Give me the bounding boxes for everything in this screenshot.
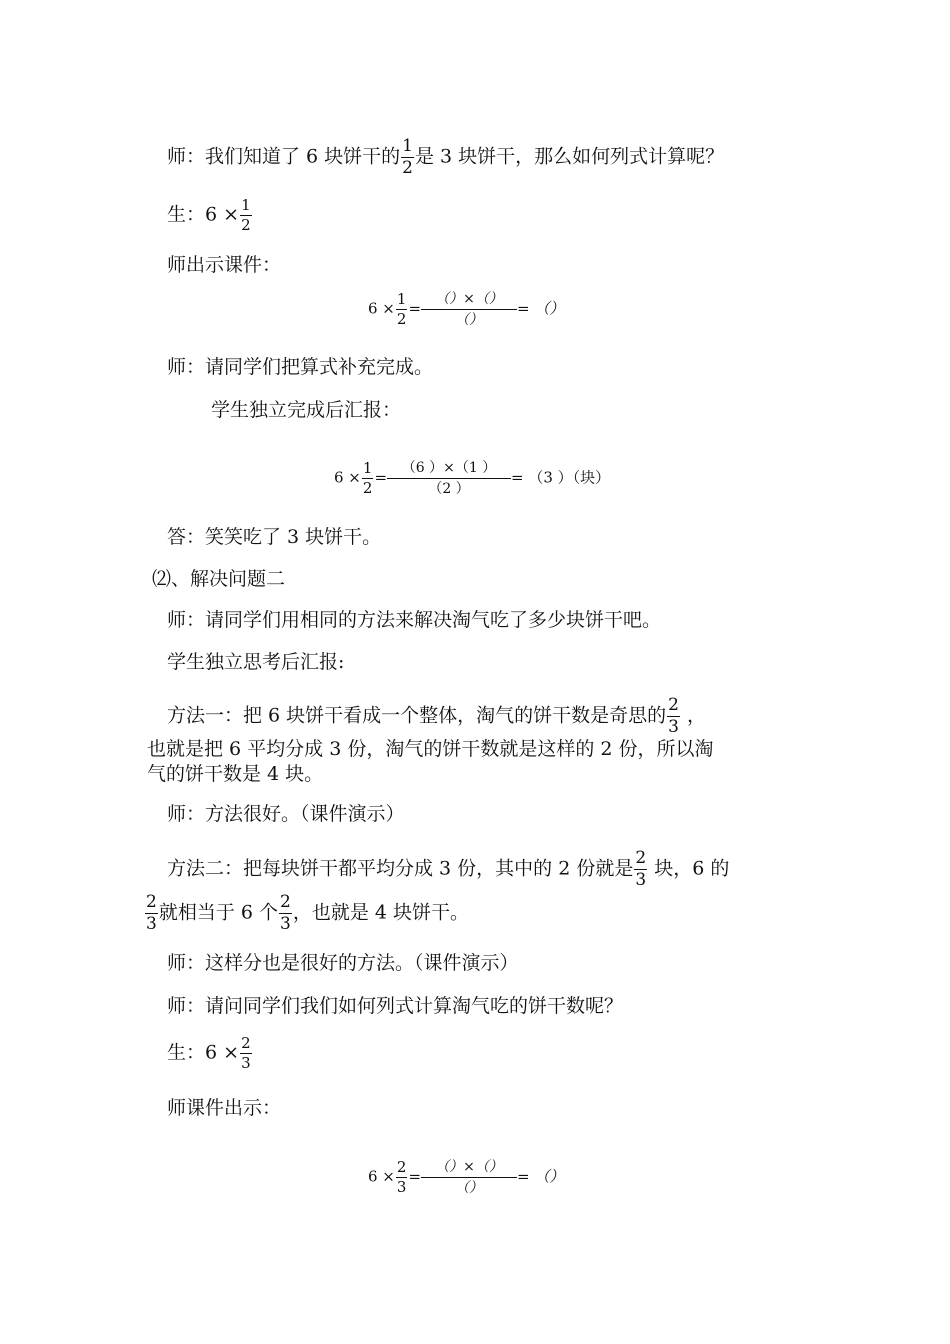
eq-result: = （3 ）（块） <box>511 468 611 487</box>
eq-left: 6 × <box>334 468 361 487</box>
student-report-1: 学生独立完成后汇报： <box>211 399 402 421</box>
eq-result: = （） <box>517 1167 565 1186</box>
teacher-instruction-2: 师：请同学们用相同的方法来解决淘气吃了多少块饼干吧。 <box>167 609 662 631</box>
student-answer-2 <box>167 1036 253 1071</box>
denominator: （） <box>455 312 484 328</box>
denominator: 3 <box>241 1054 251 1072</box>
numerator: （）×（） <box>421 292 517 310</box>
text: 生：6 × <box>167 203 240 226</box>
method-one-line-1 <box>167 697 706 736</box>
numerator: 2 <box>396 1158 407 1176</box>
method-two-line-2 <box>144 894 469 933</box>
denominator: 3 <box>280 914 291 934</box>
numerator: 2 <box>668 695 679 715</box>
denominator: 2 <box>396 310 407 328</box>
denominator: 2 <box>241 216 251 234</box>
fraction <box>240 198 252 233</box>
teacher-instruction-1: 师：请同学们把算式补充完成。 <box>167 356 434 378</box>
fraction <box>240 1036 252 1071</box>
denominator: 3 <box>635 870 647 890</box>
numerator: 2 <box>280 892 291 912</box>
blank-fraction <box>421 1160 517 1195</box>
numerator: 2 <box>241 1034 251 1052</box>
denominator: （） <box>455 1180 484 1196</box>
text: 是 3 块饼干，那么如何列式计算呢？ <box>415 145 725 168</box>
method-two-line-1 <box>167 850 729 889</box>
fraction <box>279 894 292 933</box>
fraction <box>396 1160 408 1195</box>
method-one-line-3: 气的饼干数是 4 块。 <box>147 763 324 785</box>
text: 块，6 的 <box>648 857 730 880</box>
equals: = <box>408 1167 422 1186</box>
numerator: 2 <box>635 848 647 868</box>
denominator: 2 <box>402 158 413 178</box>
text: 方法一：把 6 块饼干看成一个整体，淘气的饼干数是奇思的 <box>167 704 667 727</box>
text: ， <box>681 704 707 727</box>
equals: = <box>374 468 388 487</box>
numerator: 1 <box>241 196 251 214</box>
numerator: 1 <box>402 136 413 156</box>
student-answer-1 <box>167 198 253 233</box>
text: 方法二：把每块饼干都平均分成 3 份，其中的 2 份就是 <box>167 857 634 880</box>
section-heading: ⑵、解决问题二 <box>152 568 286 590</box>
equals: = <box>408 299 422 318</box>
text: ，也就是 4 块饼干。 <box>292 901 469 924</box>
eq-left: 6 × <box>368 1167 395 1186</box>
numerator: 2 <box>146 892 157 912</box>
denominator: 3 <box>396 1178 407 1196</box>
teacher-shows-slide-1: 师出示课件： <box>167 254 282 276</box>
fraction <box>396 292 408 327</box>
denominator: （2 ） <box>428 481 470 497</box>
fraction <box>145 894 158 933</box>
numerator: （）×（） <box>421 1160 517 1178</box>
answer-1: 答：笑笑吃了 3 块饼干。 <box>167 526 382 548</box>
method-one-line-2: 也就是把 6 平均分成 3 份，淘气的饼干数就是这样的 2 份，所以淘 <box>147 738 714 760</box>
numerator: 1 <box>396 290 407 308</box>
text: 师：我们知道了 6 块饼干的 <box>167 145 401 168</box>
teacher-praise-2: 师：这样分也是很好的方法。（课件演示） <box>167 952 519 974</box>
fraction <box>401 138 414 177</box>
fraction <box>362 461 374 496</box>
denominator: 2 <box>362 479 373 497</box>
text: 生：6 × <box>167 1041 240 1064</box>
teacher-shows-slide-2: 师课件出示： <box>167 1097 282 1119</box>
teacher-question-1 <box>167 138 724 177</box>
denominator: 3 <box>668 717 679 737</box>
numerator: 1 <box>362 459 373 477</box>
equation-template-1 <box>368 292 564 327</box>
equation-template-2 <box>368 1160 564 1195</box>
blank-fraction <box>421 292 517 327</box>
fraction <box>634 850 647 889</box>
teacher-question-2: 师：请问同学们我们如何列式计算淘气吃的饼干数呢？ <box>167 995 624 1017</box>
student-report-2: 学生独立思考后汇报: <box>167 651 345 673</box>
text: 就相当于 6 个 <box>158 901 278 924</box>
equation-filled <box>334 461 610 496</box>
numerator: （6 ）×（1 ） <box>387 461 511 479</box>
fraction <box>667 697 680 736</box>
eq-left: 6 × <box>368 299 395 318</box>
denominator: 3 <box>146 914 157 934</box>
teacher-praise-1: 师：方法很好。（课件演示） <box>167 803 405 825</box>
eq-result: = （） <box>517 299 565 318</box>
filled-fraction <box>387 461 511 496</box>
